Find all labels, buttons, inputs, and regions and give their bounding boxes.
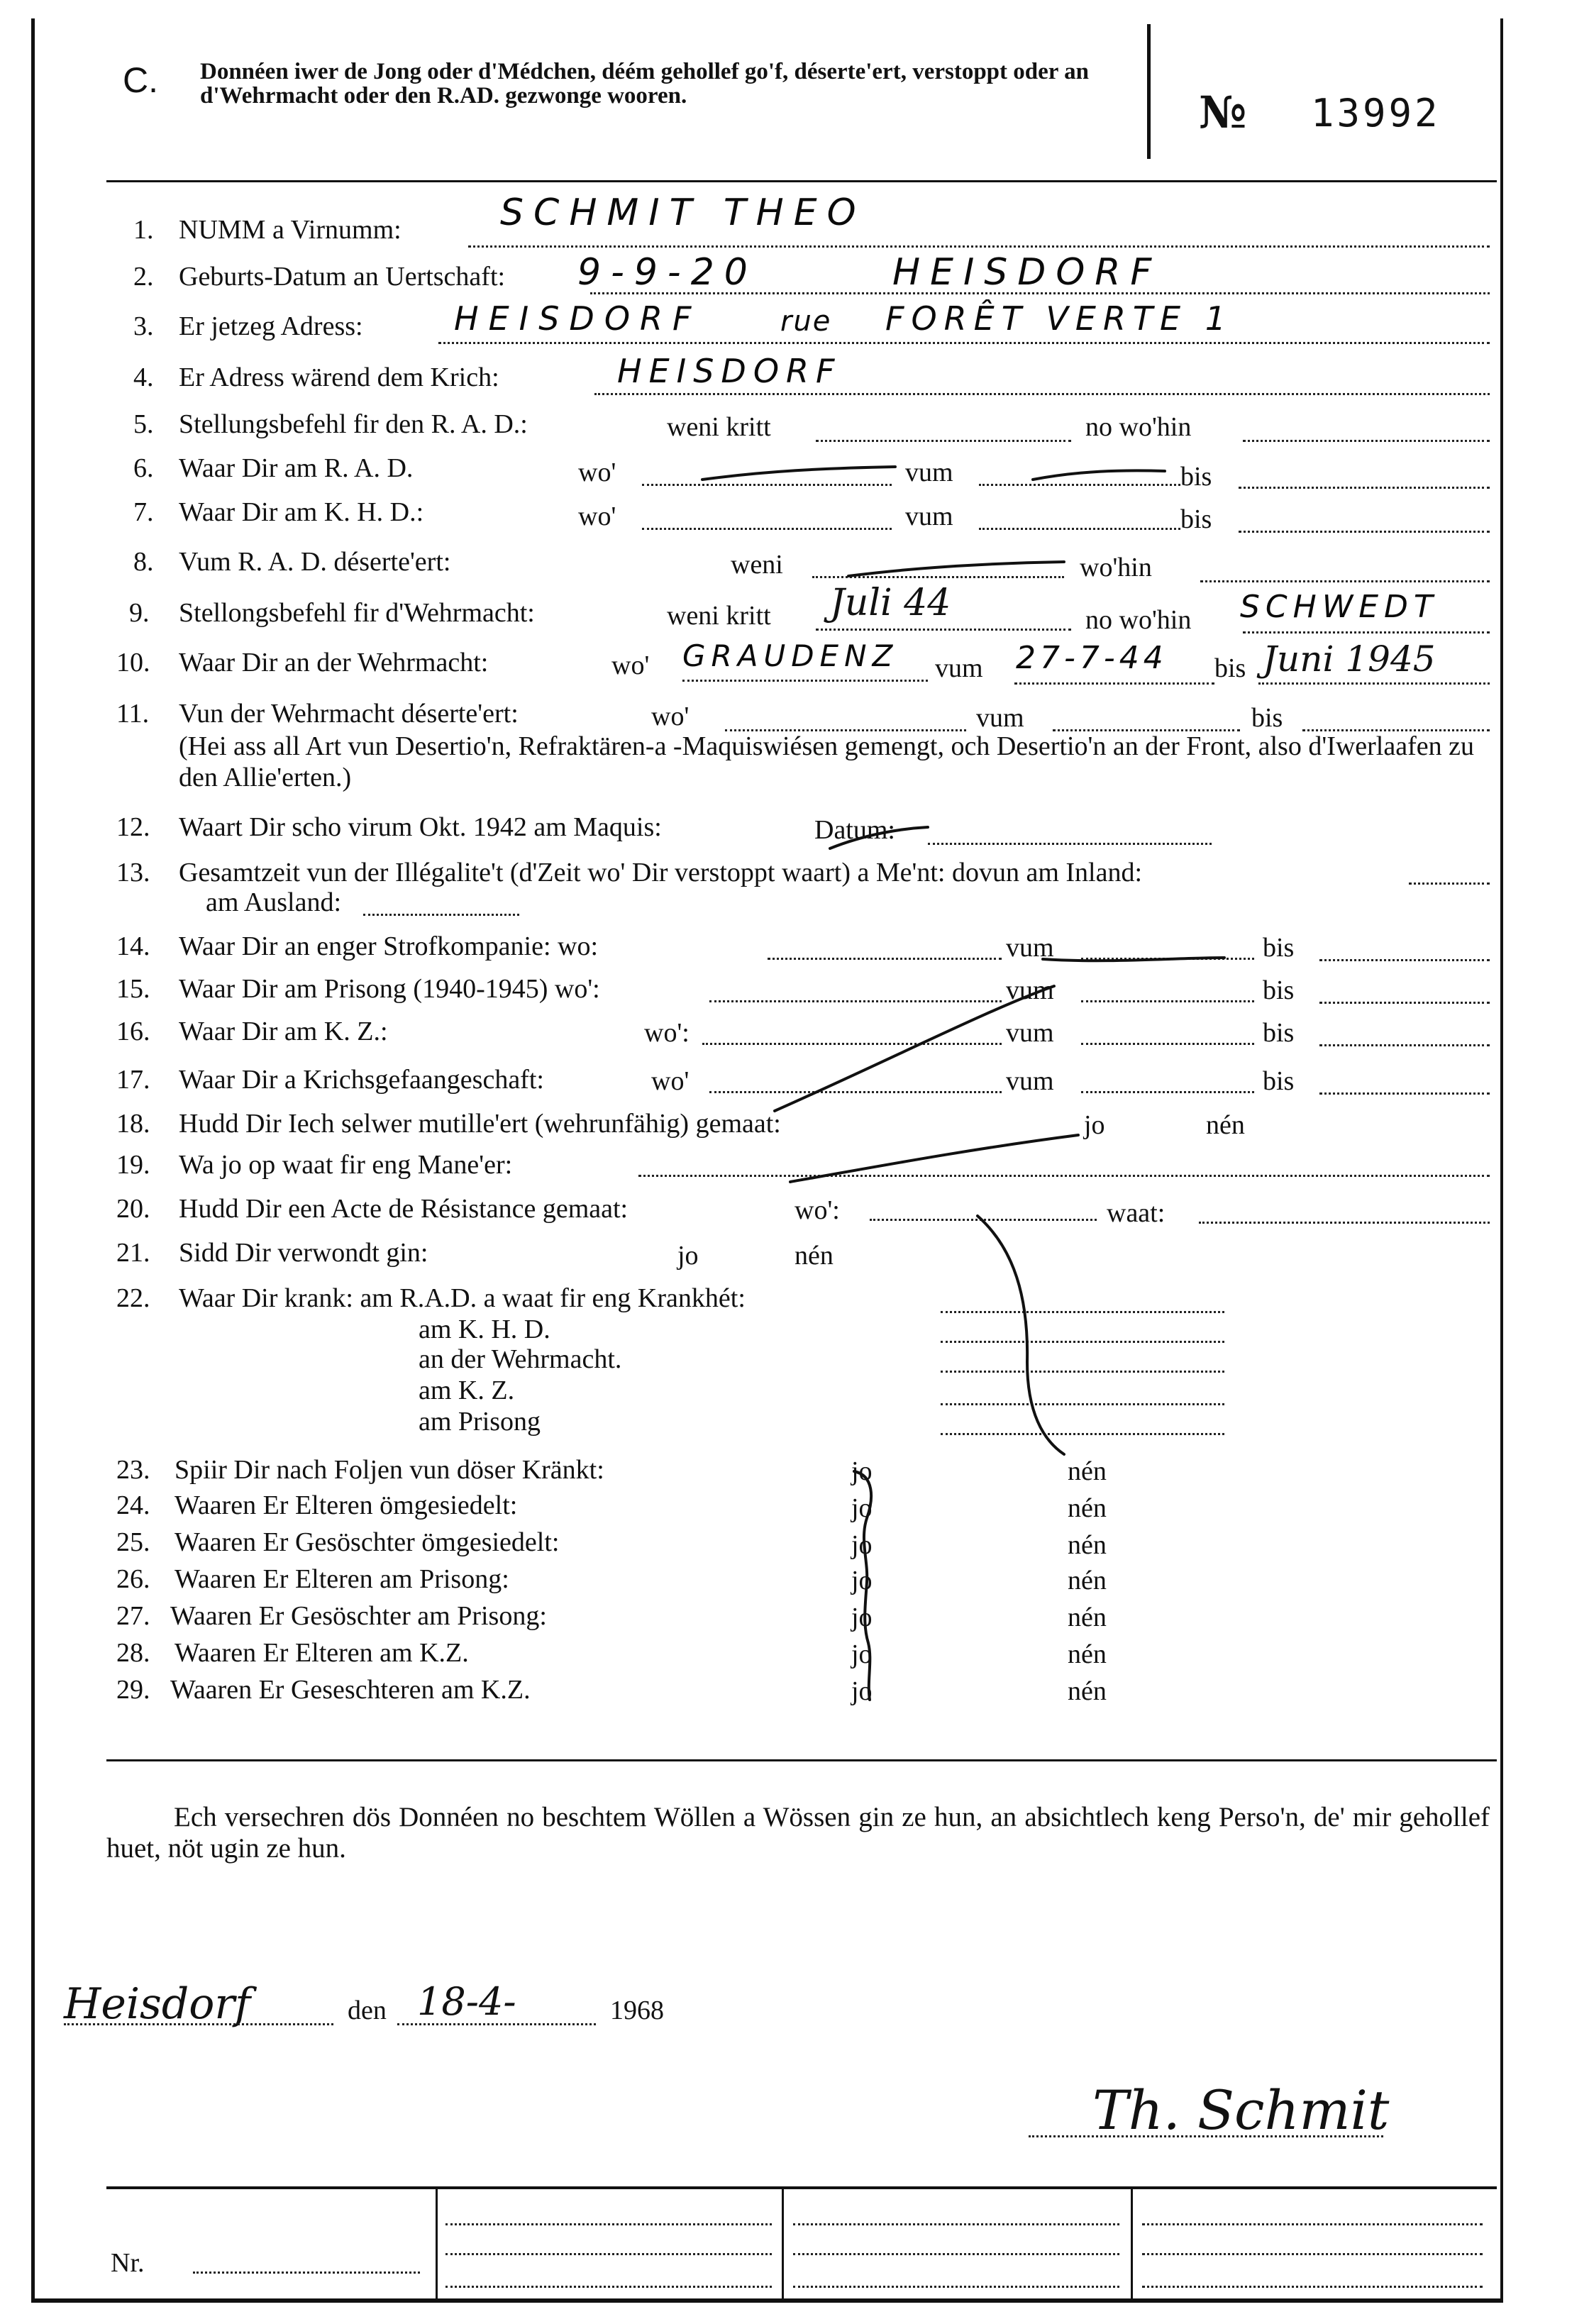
field-label: am Ausland:: [206, 887, 342, 917]
field-value-name: SCHMIT THEO: [500, 192, 866, 234]
option-yes: jo: [851, 1603, 873, 1632]
row-number: 1.: [133, 215, 154, 245]
row-number: 16.: [116, 1017, 150, 1046]
field-value-wehrmacht-from: 27-7-44: [1016, 640, 1168, 676]
field-label: Waar Dir an der Wehrmacht:: [179, 648, 489, 677]
row-number: 18.: [116, 1109, 150, 1139]
field-note: (Hei ass all Art vun Desertio'n, Refraktären-a -Maquiswiésen gemengt, och Desertio'n an der Front, also d'Iwerlaafen zu den Allie'erten.): [179, 731, 1474, 792]
field-label: Waar Dir an enger Strofkompanie: wo:: [179, 931, 599, 961]
row-number: 21.: [116, 1238, 150, 1268]
field-value-birthdate: 9-9-20: [577, 251, 758, 294]
option-no: nén: [1206, 1110, 1245, 1140]
field-label: bis: [1214, 653, 1246, 683]
option-no: nén: [1068, 1530, 1107, 1560]
field-label: wo'hin: [1080, 553, 1152, 582]
field-value-order-place: SCHWEDT: [1240, 589, 1439, 625]
field-label: Waart Dir scho virum Okt. 1942 am Maquis:: [179, 812, 662, 842]
signature: Th. Schmit: [1092, 2079, 1390, 2142]
row-number: 7.: [133, 497, 154, 527]
number-sign: №: [1199, 87, 1247, 138]
option-yes: jo: [677, 1241, 699, 1271]
field-label: Sidd Dir verwondt gin:: [179, 1238, 428, 1268]
row-number: 10.: [116, 648, 150, 677]
field-label: Waar Dir am K. Z.:: [179, 1017, 388, 1046]
field-label: bis: [1263, 975, 1295, 1005]
field-value-wehrmacht-place: GRAUDENZ: [682, 638, 899, 673]
field-label: bis: [1251, 703, 1283, 733]
option-yes: jo: [1084, 1110, 1105, 1140]
field-value-address-rue: rue: [780, 305, 832, 338]
field-label: Datum:: [814, 815, 895, 845]
field-value-order-date: Juli 44: [830, 582, 951, 624]
row-number: 11.: [116, 699, 150, 729]
signature-place: Heisdorf: [64, 1979, 251, 2029]
row-number: 23.: [116, 1455, 150, 1485]
header-text: Donnéen iwer de Jong oder d'Médchen, déém gehollef go'f, déserte'ert, verstoppt oder an d'Wehrmacht oder den R.AD. gezwonge wooren.: [200, 59, 1089, 109]
field-value-birthplace: HEISDORF: [892, 251, 1162, 294]
row-number: 26.: [116, 1564, 150, 1594]
field-label: no wo'hin: [1085, 412, 1192, 442]
declaration-text: Ech versechren dös Donnéen no beschtem Wöllen a Wössen gin ze hun, an absichtlech keng Perso'n, de' mir gehollef huet, nöt ugin ze hun.: [106, 1802, 1490, 1864]
field-label: bis: [1180, 504, 1212, 534]
section-letter: C.: [123, 60, 158, 100]
option-no: nén: [794, 1241, 834, 1271]
form-number: 13992: [1311, 91, 1441, 135]
year-label: 1968: [610, 1996, 664, 2025]
row-number: 2.: [133, 262, 154, 292]
field-label: Waaren Er Gesöschter am Prisong:: [170, 1601, 547, 1631]
field-value-wehrmacht-to: Juni 1945: [1263, 638, 1436, 680]
field-label: bis: [1263, 1066, 1295, 1096]
field-label: wo': [651, 1066, 690, 1096]
field-label: Spiir Dir nach Foljen vun döser Kränkt:: [175, 1455, 604, 1485]
option-no: nén: [1068, 1566, 1107, 1595]
field-label: vum: [935, 653, 983, 683]
row-number: 28.: [116, 1638, 150, 1668]
field-sublabel: an der Wehrmacht.: [419, 1344, 622, 1374]
row-number: 17.: [116, 1065, 150, 1095]
row-number: 29.: [116, 1675, 150, 1705]
field-value-address-street: FORÊT VERTE 1: [885, 299, 1233, 338]
field-label: Waaren Er Elteren ömgesiedelt:: [175, 1490, 518, 1520]
field-label: Stellongsbefehl fir d'Wehrmacht:: [179, 598, 535, 628]
row-number: 5.: [133, 409, 154, 439]
option-yes: jo: [851, 1566, 873, 1595]
field-label: wo': [578, 458, 616, 487]
row-number: 4.: [133, 363, 154, 392]
field-label: Waaren Er Gesöschter ömgesiedelt:: [175, 1527, 560, 1557]
field-label: Waaren Er Elteren am K.Z.: [175, 1638, 469, 1668]
field-label: vum: [1006, 975, 1054, 1005]
field-label: Stellungsbefehl fir den R. A. D.:: [179, 409, 528, 439]
field-label: wo': [611, 651, 650, 680]
option-no: nén: [1068, 1493, 1107, 1523]
field-label: Waar Dir krank: am R.A.D. a waat fir eng Krankhét:: [179, 1283, 746, 1313]
field-label: bis: [1263, 933, 1295, 963]
field-label: Wa jo op waat fir eng Mane'er:: [179, 1150, 513, 1180]
row-number: 20.: [116, 1194, 150, 1224]
row-number: 25.: [116, 1527, 150, 1557]
field-label-birth: Geburts-Datum an Uertschaft:: [179, 262, 506, 292]
row-number: 8.: [133, 547, 154, 577]
field-label: Hudd Dir een Acte de Résistance gemaat:: [179, 1194, 629, 1224]
field-label: weni kritt: [667, 601, 771, 631]
field-label-address: Er jetzeg Adress:: [179, 311, 363, 341]
field-label: Waar Dir a Krichsgefaangeschaft:: [179, 1065, 544, 1095]
field-value-address-town: HEISDORF: [454, 299, 702, 338]
field-label: bis: [1180, 462, 1212, 492]
option-yes: jo: [851, 1456, 873, 1486]
field-label: wo':: [794, 1195, 840, 1225]
nr-label: Nr.: [111, 2248, 145, 2278]
field-label-name: NUMM a Virnumm:: [179, 215, 402, 245]
field-label: waat:: [1107, 1198, 1166, 1228]
field-label: wo': [651, 702, 690, 731]
row-number: 3.: [133, 311, 154, 341]
field-sublabel: am K. Z.: [419, 1376, 515, 1405]
row-number: 15.: [116, 974, 150, 1004]
signature-date: 18-4-: [417, 1979, 516, 2024]
field-label: weni: [731, 550, 783, 580]
option-yes: jo: [851, 1493, 873, 1523]
option-no: nén: [1068, 1676, 1107, 1706]
row-number: 24.: [116, 1490, 150, 1520]
field-label: weni kritt: [667, 412, 771, 442]
field-sublabel: am K. H. D.: [419, 1315, 550, 1344]
field-label: Vum R. A. D. déserte'ert:: [179, 547, 451, 577]
field-label: vum: [1006, 933, 1054, 963]
row-number: 9.: [129, 598, 150, 628]
field-label-wartime-address: Er Adress wärend dem Krich:: [179, 363, 499, 392]
option-yes: jo: [851, 1530, 873, 1560]
field-label: Waar Dir am Prisong (1940-1945) wo':: [179, 974, 600, 1004]
option-yes: jo: [851, 1639, 873, 1669]
row-number: 22.: [116, 1283, 150, 1313]
field-label: Waar Dir am R. A. D.: [179, 453, 414, 483]
row-number: 6.: [133, 453, 154, 483]
field-label: Waaren Er Geseschteren am K.Z.: [170, 1675, 531, 1705]
field-label: wo': [578, 502, 616, 531]
field-label: vum: [905, 458, 953, 487]
row-number: 13.: [116, 858, 150, 887]
field-value-wartime-address: HEISDORF: [617, 352, 842, 390]
field-label: vum: [976, 703, 1024, 733]
field-label: vum: [905, 502, 953, 531]
row-number: 19.: [116, 1150, 150, 1180]
field-label: no wo'hin: [1085, 605, 1192, 635]
field-label: vum: [1006, 1066, 1054, 1096]
row-number: 12.: [116, 812, 150, 842]
field-label: bis: [1263, 1018, 1295, 1048]
row-number: 27.: [116, 1601, 150, 1631]
field-label: Vun der Wehrmacht déserte'ert:: [179, 699, 519, 729]
field-label: vum: [1006, 1018, 1054, 1048]
field-label: Waar Dir am K. H. D.:: [179, 497, 424, 527]
field-label: wo':: [644, 1018, 690, 1048]
date-label: den: [348, 1996, 387, 2025]
field-sublabel: am Prisong: [419, 1407, 541, 1437]
row-number: 14.: [116, 931, 150, 961]
option-no: nén: [1068, 1456, 1107, 1486]
field-label: Hudd Dir Iech selwer mutille'ert (wehrunfähig) gemaat:: [179, 1109, 781, 1139]
option-no: nén: [1068, 1639, 1107, 1669]
field-label: Waaren Er Elteren am Prisong:: [175, 1564, 509, 1594]
option-yes: jo: [851, 1676, 873, 1706]
option-no: nén: [1068, 1603, 1107, 1632]
field-label: Gesamtzeit vun der Illégalite't (d'Zeit wo' Dir verstoppt waart) a Me'nt: dovun am Inland:: [179, 858, 1143, 887]
